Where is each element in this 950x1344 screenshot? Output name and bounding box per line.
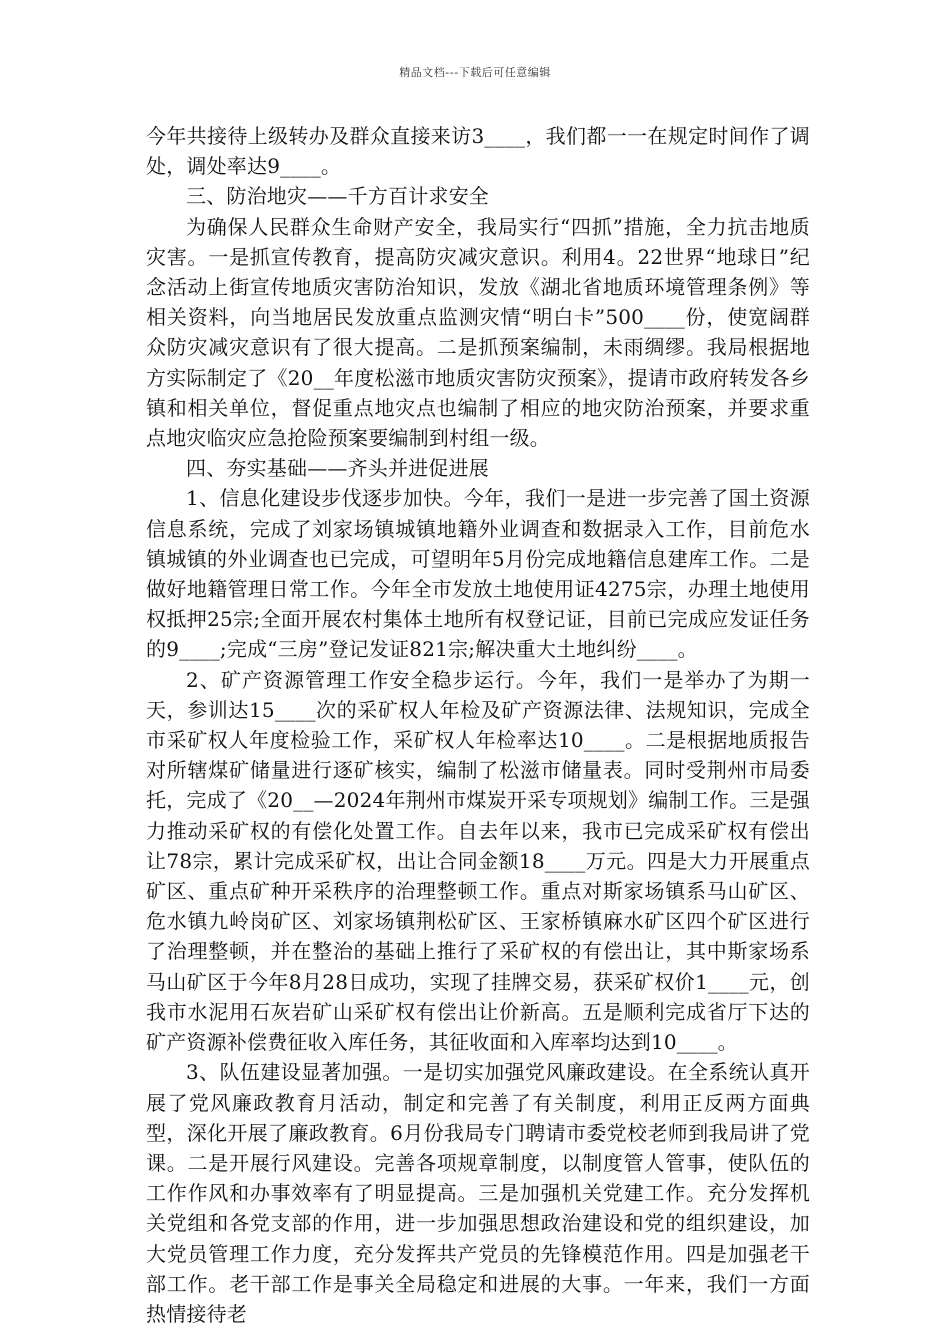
paragraph-team-building: 3、队伍建设显著加强。一是切实加强党风廉政建设。在全系统认真开展了党风廉政教育月活动，制定和完善了有关制度，利用正反两方面典型，深化开展了廉政教育。6月份我局专门聘请市委党校老师到我局讲了党课。二是开展行风建设。完善各项规章制度，以制度管人管事，使队伍的工作作风和办事效率有了明显提高。三是加强机关党建工作。充分发挥机关党组和各党支部的作用，进一步加强思想政治建设和党的组织建设，加大党员管理工作力度，充分发挥共产党员的先锋模范作用。四是加强老干部工作。老干部工作是事关全局稳定和进展的大事。一年来，我们一方面热情接待老 [146,1060,810,1326]
page-header: 精品文档---下载后可任意编辑 [399,66,551,79]
document-body [146,121,810,1329]
paragraph-informatization: 1、信息化建设步伐逐步加快。今年，我们一是进一步完善了国土资源信息系统，完成了刘家场镇城镇地籍外业调查和数据录入工作，目前危水镇城镇的外业调查也已完成，可望明年5月份完成地籍信息建库工作。二是做好地籍管理日常工作。今年全市发放土地使用证4275宗，办理土地使用权抵押25宗;全面开展农村集体土地所有权登记证，目前已完成应发证任务的9____;完成“三房”登记发证821宗;解决重大土地纠纷____。 [146,486,810,662]
section-heading-disaster-prevention: 三、防治地灾——千方百计求安全 [186,184,489,209]
paragraph-mineral-resources: 2、矿产资源管理工作安全稳步运行。今年，我们一是举办了为期一天，参训达15____次的采矿权人年检及矿产资源法律、法规知识，完成全市采矿权人年度检验工作，采矿权人年检率达10____。二是根据地质报告对所辖煤矿储量进行逐矿核实，编制了松滋市储量表。同时受荆州市局委托，完成了《20__—2024年荆州市煤炭开采专项规划》编制工作。三是强力推动采矿权的有偿化处置工作。自去年以来，我市已完成采矿权有偿出让78宗，累计完成采矿权，出让合同金额18____万元。四是大力开展重点矿区、重点矿种开采秩序的治理整顿工作。重点对斯家场镇系马山矿区、危水镇九岭岗矿区、刘家场镇荆松矿区、王家桥镇麻水矿区四个矿区进行了治理整顿，并在整治的基础上推行了采矿权的有偿出让，其中斯家场系马山矿区于今年8月28日成功，实现了挂牌交易，获采矿权价1____元，创我市水泥用石灰岩矿山采矿权有偿出让价新高。五是顺利完成省厅下达的矿产资源补偿费征收入库任务，其征收面和入库率均达到10____。 [146,667,810,1055]
paragraph-visits-handled: 今年共接待上级转办及群众直接来访3____，我们都一一在规定时间作了调处，调处率达9____。 [146,124,810,179]
paragraph-disaster-prevention: 为确保人民群众生命财产安全，我局实行“四抓”措施，全力抗击地质灾害。一是抓宣传教育，提高防灾减灾意识。利用4。22世界“地球日”纪念活动上街宣传地质灾害防治知识，发放《湖北省地质环境管理条例》等相关资料，向当地居民发放重点监测灾情“明白卡”500____份，使宽阔群众防灾减灾意识有了很大提高。二是抓预案编制，未雨绸缪。我局根据地方实际制定了《20__年度松滋市地质灾害防灾预案》，提请市政府转发各乡镇和相关单位，督促重点地灾点也编制了相应的地灾防治预案，并要求重点地灾临灾应急抢险预案要编制到村组一级。 [146,214,810,451]
section-heading-foundation: 四、夯实基础——齐头并进促进展 [186,456,489,481]
